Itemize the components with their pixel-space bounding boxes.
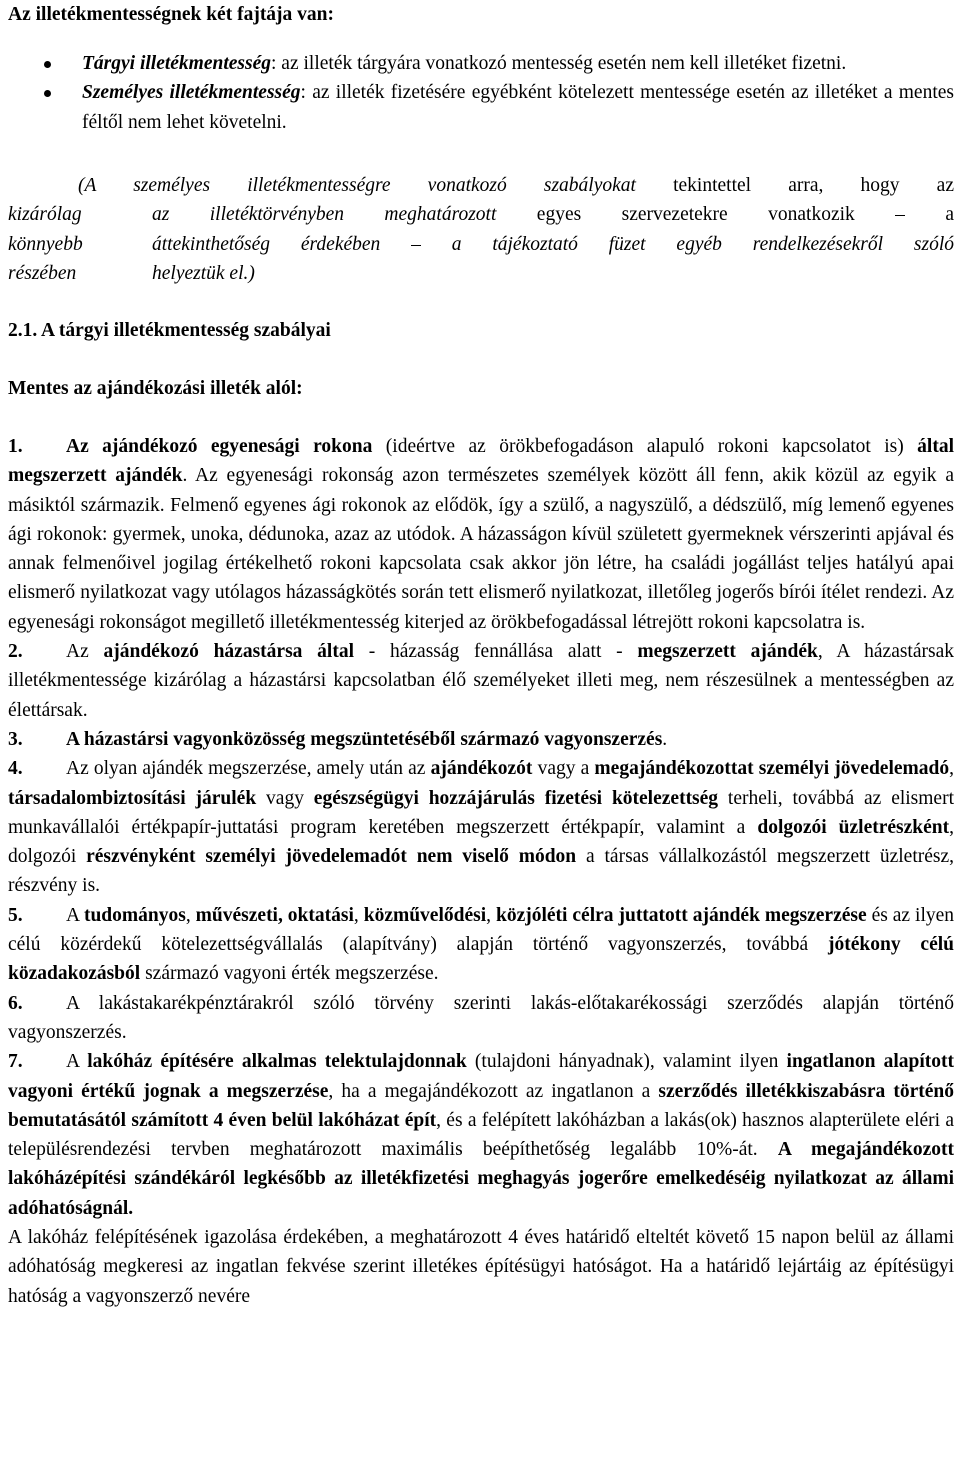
item-text-bold: dolgozói üzletrészként bbox=[757, 816, 950, 838]
subsection-heading: Mentes az ajándékozási illeték alól: bbox=[8, 378, 303, 399]
item-number: 5. bbox=[8, 904, 23, 926]
item-text-bold: megajándékozottat személyi jövedelemadó bbox=[594, 758, 950, 780]
item-text-bold: megszerzett ajándék bbox=[637, 641, 818, 663]
item-text: (ideértve az örökbefogadáson alapuló rokoni kapcsolatot is) bbox=[372, 436, 918, 457]
item-text-bold: közjóléti célra juttatott ajándék megszerzése bbox=[495, 904, 867, 926]
item-text-bold: művészeti, oktatási bbox=[195, 904, 354, 926]
item-text-bold: lakóház építésére alkalmas telektulajdonnak bbox=[87, 1051, 467, 1073]
exemption-item bbox=[8, 901, 954, 989]
item-text: , dolgozói bbox=[8, 816, 955, 868]
note-text: áttekinthetőség érdekében – a tájékoztató füzet egyéb rendelkezésekről szóló bbox=[152, 233, 954, 255]
item-text: A bbox=[66, 1051, 88, 1073]
item-number: 1. bbox=[8, 436, 23, 457]
item-number: 7. bbox=[8, 1051, 23, 1073]
item-text: (tulajdoni hányadnak), valamint ilyen bbox=[466, 1051, 787, 1073]
item-text: Az olyan ajándék megszerzése, amely után az bbox=[66, 758, 431, 780]
note-text-plain: egyes szervezetekre vonatkozik – a bbox=[496, 204, 955, 226]
item-text-bold: Az ajándékozó egyenesági rokona bbox=[66, 436, 373, 457]
section-heading: 2.1. A tárgyi illetékmentesség szabályai bbox=[8, 320, 331, 341]
item-text: - házasság fennállása alatt - bbox=[354, 641, 638, 663]
note-line bbox=[8, 259, 954, 288]
item-text-bold: ajándékozót bbox=[430, 758, 533, 780]
item-text-bold: egészségügyi hozzájárulás fizetési kötelezettség bbox=[313, 787, 719, 809]
item-text: származó vagyoni érték megszerzése. bbox=[140, 963, 439, 985]
item-number: 4. bbox=[8, 758, 23, 780]
item-text: A bbox=[66, 904, 84, 926]
bullet-text: : az illeték fizetésére egyébként kötelezett mentessége esetén az illetéket a mentes féltől nem lehet követelni. bbox=[82, 82, 954, 133]
list-item bbox=[8, 49, 954, 78]
note-line bbox=[8, 171, 954, 200]
item-text: és az ilyen célú közérdekű kötelezettségvállalás (alapítvány) alapján történő vagyonszerzés, továbbá bbox=[8, 904, 955, 956]
bullet-icon bbox=[44, 90, 51, 97]
item-text-bold: jótékony célú közadakozásból bbox=[8, 934, 955, 985]
exemption-items bbox=[8, 432, 954, 1311]
page-heading: Az illetékmentességnek két fajtája van: bbox=[8, 4, 335, 25]
item-text-bold: szerződés illetékkiszabásra történő bemutatásától számított 4 éven belül lakóházat épít bbox=[8, 1080, 954, 1131]
item-text: , bbox=[353, 904, 364, 926]
note-line bbox=[8, 230, 954, 259]
item-text: A lakástakarékpénztárakról szóló törvény szerinti lakás-előtakarékossági szerződés alapján történő vagyonszerzés. bbox=[8, 992, 954, 1043]
note-text: (A személyes illetékmentességre vonatkozó szabályokat bbox=[78, 175, 636, 196]
item-text-bold: által megszerzett ajándék bbox=[8, 436, 954, 487]
item-number: 3. bbox=[8, 728, 23, 750]
exemption-item bbox=[8, 725, 954, 754]
item-text-bold: A házastársi vagyonközösség megszüntetéséből származó vagyonszerzés bbox=[66, 728, 663, 750]
note-text: helyeztük el.) bbox=[152, 262, 255, 284]
note-line bbox=[8, 200, 954, 229]
item-text: , A házastársak illetékmentessége kizárólag a házastársi kapcsolatban élő személyeket illeti meg, nem részesülnek a mentességben az élettársak. bbox=[8, 641, 954, 721]
item-text-bold: A megajándékozott lakóházépítési szándékáról legkésőbb az illetékfizetési meghagyás jogerőre emelkedéséig nyilatkozat az állami adóhatóságnál. bbox=[8, 1139, 954, 1219]
bullet-icon bbox=[44, 61, 51, 68]
item-text: a társas vállalkozástól megszerzett üzletrész, részvény is. bbox=[8, 846, 954, 897]
note-label: könnyebb bbox=[8, 233, 83, 255]
item-text: , bbox=[949, 758, 954, 780]
item-text: terheli, továbbá az elismert munkavállalói értékpapír-juttatási program keretében megszerzett értékpapír, valamint a bbox=[8, 787, 955, 838]
item-text-bold: ajándékozó házastársa által bbox=[103, 641, 354, 663]
bullet-text: : az illeték tárgyára vonatkozó mentesség esetén nem kell illetéket fizetni. bbox=[271, 53, 847, 74]
exemption-item bbox=[8, 989, 954, 1048]
item-number: 2. bbox=[8, 641, 23, 663]
note-text-plain: tekintettel arra, hogy az bbox=[635, 175, 954, 196]
bullet-term: Személyes illetékmentesség bbox=[82, 82, 301, 104]
item-text: . Az egyenesági rokonság azon természetes személyek között áll fenn, akik közül az egyik a másiktól származik. Felmenő egyenes ági rokonok az elődök, így a szülő, a nagyszülő, a dédszülő, míg lemenő egyenes ági rokonok: gyermek, unoka, dédunoka, azaz az utódok. A házasságon kívül született gyermeknek vérszerinti apjával és annak felmenőivel jogilag értékelhető rokoni kapcsolata csak akkor jön létre, ha családi jogállást teljes hatályú apai elismerő nyilatkozat vagy utólagos házasságkötés során tett elismerő nyilatkozat, illetőleg jogerős bírói ítélet rendezi. Az egyenesági rokonságot megillető illetékmentesség kiterjed az örökbefogadással létrejött rokoni kapcsolatra is. bbox=[8, 465, 954, 633]
exemption-item bbox=[8, 754, 954, 900]
item-text: Az bbox=[66, 641, 104, 663]
exemption-item bbox=[8, 637, 954, 725]
exemption-item bbox=[8, 1047, 954, 1223]
bullet-term: Tárgyi illetékmentesség bbox=[82, 53, 272, 74]
closing-paragraph: A lakóház felépítésének igazolása érdekében, a meghatározott 4 éves határidő elteltét követő 15 napon belül az állami adóhatóság megkeresi az ingatlan fekvése szerint illetékes építésügyi hatóságot. Ha a határidő lejártáig az építésügyi hatóság a vagyonszerző nevére bbox=[8, 1227, 954, 1307]
note-label: részében bbox=[8, 262, 77, 284]
item-text: , bbox=[486, 904, 496, 926]
note-label: kizárólag bbox=[8, 204, 82, 226]
item-text: , és a felépített lakóházban a lakás(ok) hasznos alapterülete eléri a településrendezési tervben meghatározott maximális beépíthetőség legalább 10%-át. bbox=[8, 1109, 954, 1161]
exemption-types-list bbox=[8, 49, 954, 137]
item-text: vagy bbox=[256, 787, 314, 809]
item-text: . bbox=[662, 728, 668, 750]
item-text-bold: ingatlanon alapított vagyoni értékű jognak a megszerzése bbox=[8, 1051, 955, 1102]
item-text-bold: társadalombiztosítási járulék bbox=[8, 787, 257, 809]
item-text: , bbox=[185, 904, 196, 926]
list-item bbox=[8, 78, 954, 137]
personal-exemption-note bbox=[8, 171, 954, 288]
item-number: 6. bbox=[8, 992, 23, 1014]
item-text-bold: közművelődési bbox=[363, 904, 487, 926]
item-text: , ha a megajándékozott az ingatlanon a bbox=[328, 1080, 659, 1102]
item-text-bold: részvényként személyi jövedelemadót nem viselő módon bbox=[86, 846, 577, 868]
exemption-item bbox=[8, 432, 954, 637]
note-text: az illetéktörvényben meghatározott bbox=[152, 204, 497, 226]
item-text: vagy a bbox=[532, 758, 595, 780]
item-text-bold: tudományos bbox=[83, 904, 186, 926]
